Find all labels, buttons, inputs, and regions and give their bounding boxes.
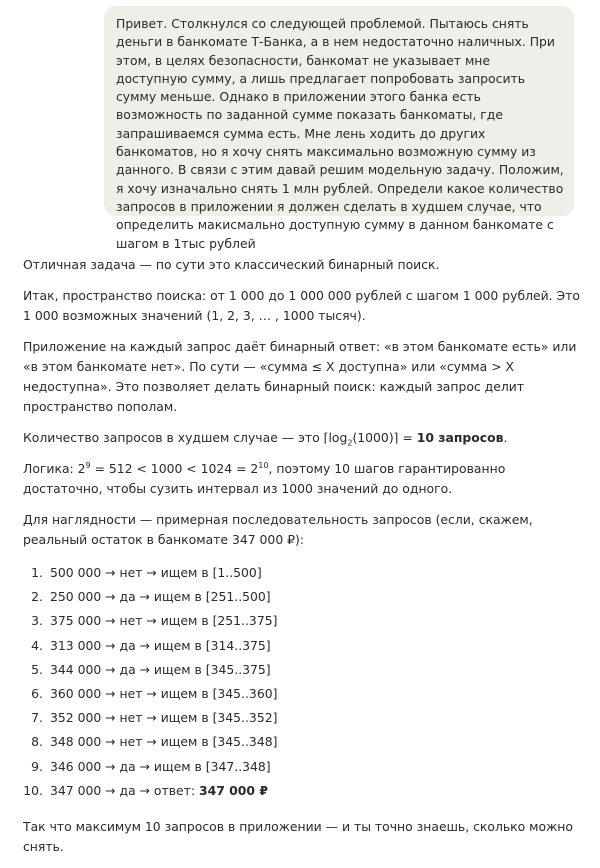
user-message-bubble (104, 6, 574, 251)
binary-answer-paragraph: Приложение на каждый запрос даёт бинарный ответ: «в этом банкомате есть» или «в этом банкомате нет». По сути — «сумма ≤ X доступна» или «сумма > X недоступна». Это позволяет делать бинарный поиск: каждый запрос делит пространство пополам. (23, 339, 577, 414)
list-item (23, 658, 581, 682)
list-item (23, 706, 581, 730)
list-item (23, 585, 581, 609)
list-item-text: 344 000 → да → ищем в [345..375] (50, 661, 271, 677)
logic-c: , поэтому 10 шагов гарантированно достаточно, чтобы сузить интервал из 1000 значений до одного. (23, 461, 506, 496)
list-item-text: 348 000 → нет → ищем в [345..348] (50, 734, 278, 750)
list-item-number: 8. (31, 734, 43, 750)
list-item-number: 2. (31, 589, 43, 605)
logic-b: = 512 < 1000 < 1024 = 2 (90, 461, 259, 476)
list-item-text: 346 000 → да → ищем в [347..348] (50, 758, 271, 774)
list-item-number: 1. (31, 565, 43, 580)
list-item-number: 5. (31, 661, 43, 677)
logic-paragraph (23, 459, 581, 499)
logic-sup2: 10 (258, 460, 269, 470)
search-space-paragraph: Итак, пространство поиска: от 1 000 до 1 000 000 рублей с шагом 1 000 рублей. Это 1 000 возможных значений (1, 2, 3, … , 1000 тысяч). (23, 288, 581, 323)
list-item-number: 9. (31, 758, 43, 774)
user-message-text: Привет. Столкнулся со следующей проблемой. Пытаюсь снять деньги в банкомате Т-Банка, а в нем недостаточно наличных. При этом, в целях безопасности, банкомат не указывает мне доступную сумму, а лишь предлагает попробовать запросить сумму меньше. Однако в приложении этого банка есть возможность по заданной сумме показать банкоматы, где запрашиваемся сумма есть. Мне лень ходить до других банкоматов, но я хочу снять максимально возможную сумму из данного. В связи с этим давай решим модельную задачу. Положим, я хочу изначально снять 1 млн рублей. Определи какое количество запросов в приложении я должен сделать в худшем случае, что определить макисмально доступную сумму в данном банкомате с шагом в 1тыс рублей (116, 16, 564, 251)
worst-sub: 2 (347, 438, 353, 448)
worst-bold: 10 запросов (416, 430, 504, 445)
list-item-text: 500 000 → нет → ищем в [1..500] (50, 565, 262, 580)
final-answer: 347 000 ₽ (198, 782, 268, 798)
list-item-text: 352 000 → нет → ищем в [345..352] (50, 710, 278, 726)
list-item (23, 609, 581, 633)
worst-mid: (1000)⌉ = (352, 430, 417, 445)
conclusion-paragraph: Так что максимум 10 запросов в приложении — и ты точно знаешь, сколько можно снять. (23, 818, 573, 854)
list-item-text: 347 000 → да → ответ: (50, 782, 199, 798)
list-item (23, 561, 581, 585)
example-intro-paragraph: Для наглядности — примерная последовательность запросов (если, скажем, реальный остаток в банкомате 347 000 ₽): (23, 512, 533, 547)
worst-case-paragraph (23, 428, 581, 448)
list-item-text: 375 000 → нет → ищем в [251..375] (50, 613, 278, 629)
spacer (23, 803, 581, 817)
logic-a: Логика: 2 (23, 461, 86, 476)
intro-paragraph: Отличная задача — по сути это классический бинарный поиск. (23, 257, 440, 272)
list-item (23, 634, 581, 658)
list-item-number: 7. (31, 710, 43, 726)
list-item (23, 779, 581, 803)
list-item (23, 755, 581, 779)
worst-prefix: Количество запросов в худшем случае — это ⌈log (23, 430, 348, 445)
assistant-response (23, 255, 581, 868)
list-item-number: 10. (23, 782, 43, 798)
list-item (23, 682, 581, 706)
worst-suffix: . (503, 430, 508, 445)
list-item-number: 3. (31, 613, 43, 629)
list-item-text: 360 000 → нет → ищем в [345..360] (50, 685, 278, 701)
list-item-number: 6. (31, 685, 43, 701)
list-item-text: 313 000 → да → ищем в [314..375] (50, 637, 271, 653)
list-item (23, 730, 581, 754)
logic-sup1: 9 (85, 460, 91, 470)
list-item-number: 4. (31, 637, 43, 653)
list-item-text: 250 000 → да → ищем в [251..500] (50, 589, 271, 605)
steps-list (23, 561, 581, 803)
